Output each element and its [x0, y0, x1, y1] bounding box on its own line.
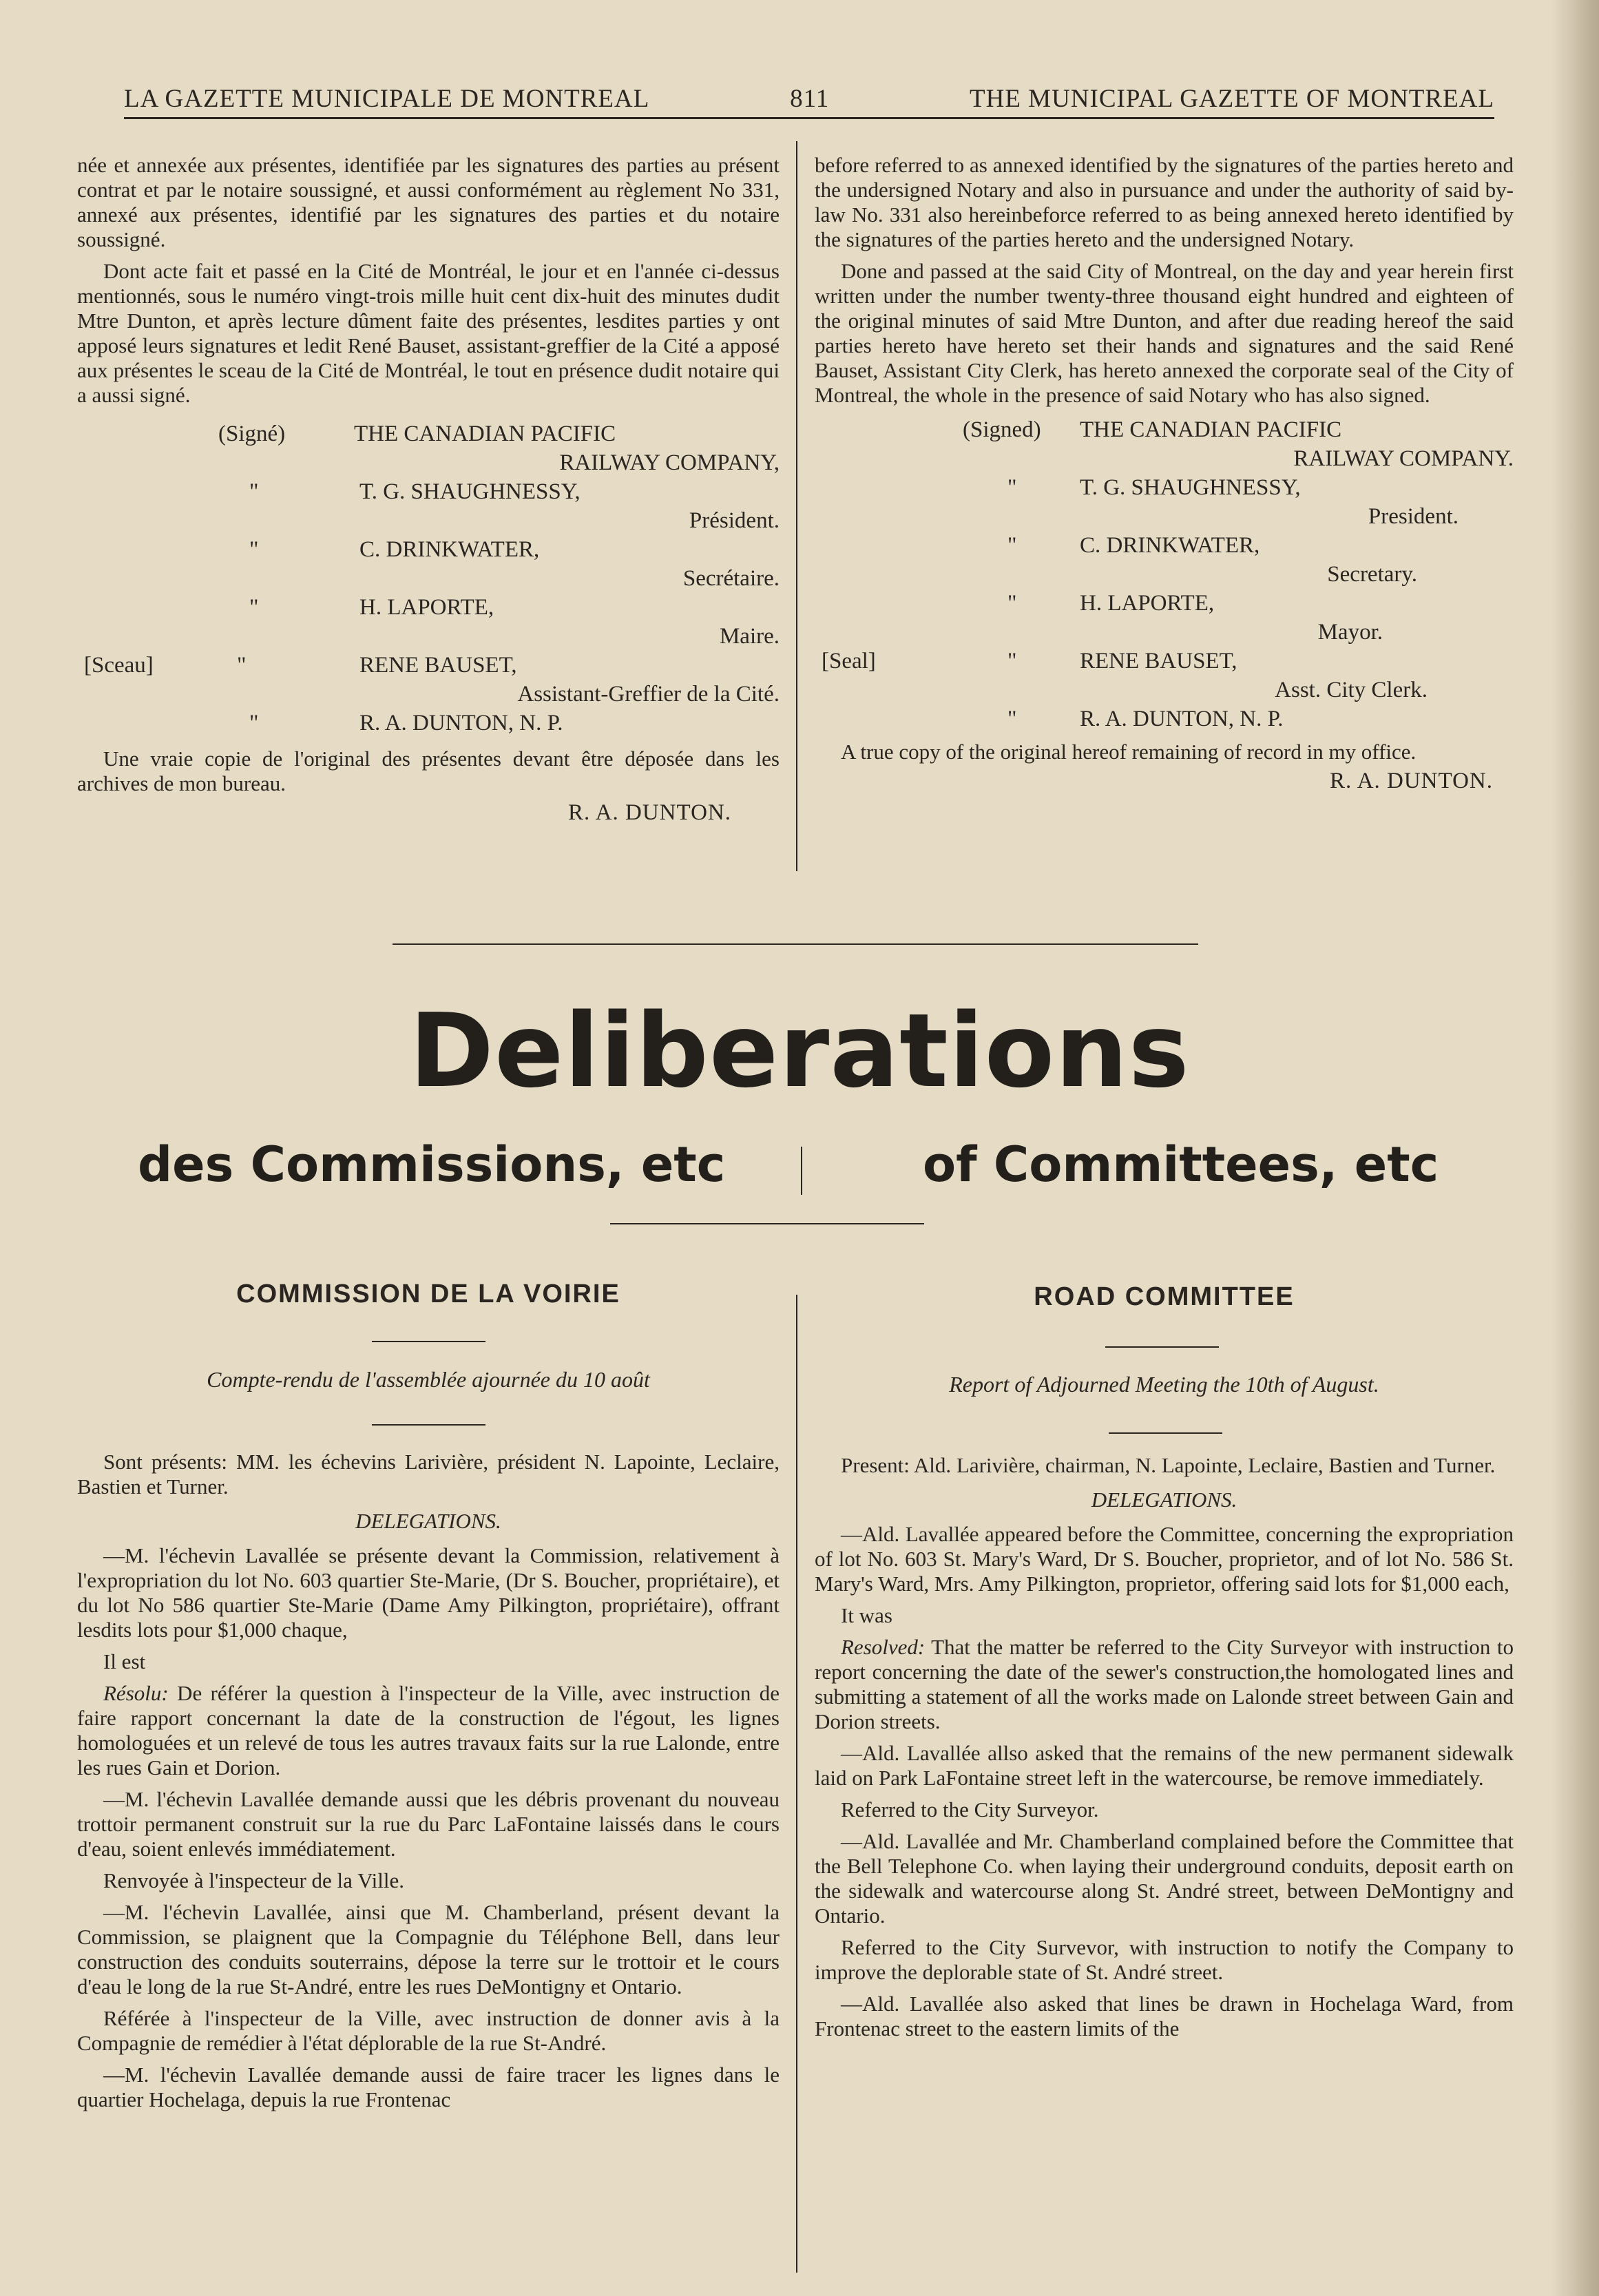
seal-mark: [Seal]	[822, 649, 876, 674]
resolution-text: De référer la question à l'inspecteur de la Ville, avec instruction de faire rapport concernant la date de la construction de l'égout, les lignes homologuées et un relevé de tous les autres travaux faits sur la rue Lalonde, entre les rues Gain et Dorion.	[77, 1681, 780, 1780]
section-rule-top	[393, 943, 1198, 945]
attendance: Present: Ald. Larivière, chairman, N. Lapointe, Leclaire, Bastien and Turner.	[841, 1453, 1496, 1477]
resolution-text: That the matter be referred to the City Surveyor with instruction to report concerning the date of the sewer's construction,the homologated lines and submitting a statement of all the works made on Lalonde street between Gain and Dorion streets.	[815, 1635, 1514, 1733]
page-edge-shadow	[1551, 0, 1599, 2296]
delegation-item: —Ald. Lavallée allso asked that the remains of the new permanent sidewalk laid on Park LaFontaine street left in the watercourse, be remove immediately.	[815, 1741, 1514, 1790]
seal-mark: [Sceau]	[84, 653, 154, 678]
top-left-column	[77, 153, 780, 825]
delegation-item: —Ald. Lavallée and Mr. Chamberland complained before the Committee that the Bell Telephone Co. when laying their underground conduits, deposit earth on the sidewalk and watercourse along St. André street, between DeMontigny and Ontario.	[815, 1829, 1514, 1928]
signature-line	[77, 421, 780, 450]
company-name: RAILWAY COMPANY.	[1293, 446, 1514, 471]
signatory-name: RENE BAUSET,	[1080, 649, 1237, 674]
committee-heading: ROAD COMMITTEE	[1034, 1282, 1295, 1311]
section-subtitle-en: of Committees, etc	[923, 1136, 1439, 1193]
commission-heading: COMMISSION DE LA VOIRIE	[236, 1280, 620, 1308]
signatory-title: Secretary.	[1327, 562, 1417, 587]
short-rule	[1109, 1432, 1222, 1434]
resolution-label: Resolved:	[841, 1635, 926, 1659]
ditto-mark: "	[1007, 475, 1017, 500]
paragraph: Dont acte fait et passé en la Cité de Montréal, le jour et en l'année ci-dessus mentionnés, sous le numéro vingt-trois mille huit cent dix-huit des minutes dudit Mtre Dunton, et après lecture dûment faite des présentes, lesdites parties y ont apposé leurs signatures et ledit René Bauset, assistant-greffier de la Cité a apposé aux présentes le sceau de la Cité de Montréal, le tout en présence dudit notaire qui a aussi signé.	[77, 259, 780, 407]
sig-prefix: (Signed)	[963, 417, 1041, 442]
committee-body	[815, 1453, 1514, 2041]
sig-prefix: (Signé)	[218, 421, 286, 446]
company-name: THE CANADIAN PACIFIC	[1080, 417, 1342, 442]
header-left-title: LA GAZETTE MUNICIPALE DE MONTREAL	[124, 84, 650, 113]
ditto-mark: "	[237, 653, 247, 678]
signatory-title: Maire.	[719, 624, 780, 649]
paragraph: Done and passed at the said City of Montreal, on the day and year herein first written under the number twenty-three thousand eight hundred and eighteen of the original minutes of said Mtre Dunton, and after due reading hereof the said parties hereto have hereto set their hands and signatures and the said René Bauset, Assistant City Clerk, has hereto annexed the corporate seal of the City of Montreal, the whole in the presence of said Notary who has also signed.	[815, 259, 1514, 407]
referral: Referred to the City Survevor, with instruction to notify the Company to improve the deplorable state of St. André street.	[815, 1935, 1514, 1984]
ditto-mark: "	[249, 479, 259, 504]
resolution	[815, 1635, 1514, 1734]
column-divider-bottom	[796, 1295, 797, 2273]
signatory-name: T. G. SHAUGHNESSY,	[359, 479, 581, 504]
signature-line	[77, 624, 780, 653]
section-title: Deliberations	[409, 992, 1190, 1110]
signature-line	[815, 417, 1514, 446]
signatory-title: Président.	[689, 508, 780, 533]
short-rule	[372, 1341, 485, 1342]
signature-line	[815, 620, 1514, 649]
signatory-title: Mayor.	[1317, 620, 1383, 645]
delegation-item: —M. l'échevin Lavallée, ainsi que M. Chamberland, présent devant la Commission, se plaignent que la Compagnie du Téléphone Bell, dans leur construction des conduits souterrains, dépose la terre sur le trottoir et le cours d'eau le long de la rue St-André, entre les rues DeMontigny et Ontario.	[77, 1900, 780, 1998]
signatory-name: T. G. SHAUGHNESSY,	[1080, 475, 1301, 500]
header-right-title: THE MUNICIPAL GAZETTE OF MONTREAL	[970, 84, 1494, 113]
copy-note: Une vraie copie de l'original des présentes devant être déposée dans les archives de mon bureau.	[77, 747, 780, 795]
paragraph: née et annexée aux présentes, identifiée par les signatures des parties au présent contrat et par le notaire soussigné, et aussi conformément au règlement No 331, annexé aux présentes, identifié par les signatures des parties et du notaire soussigné.	[77, 153, 780, 251]
signature-line	[77, 653, 780, 682]
referral: Renvoyée à l'inspecteur de la Ville.	[103, 1868, 404, 1892]
short-rule	[372, 1424, 485, 1426]
ditto-mark: "	[1007, 591, 1017, 616]
section-subtitle-fr: des Commissions, etc	[138, 1136, 726, 1193]
signatory-title: President.	[1368, 504, 1459, 529]
commission-body	[77, 1450, 780, 2112]
signatory-name: H. LAPORTE,	[359, 595, 494, 620]
header-rule	[124, 117, 1494, 119]
page-number: 811	[790, 84, 830, 113]
report-subtitle: Report of Adjourned Meeting the 10th of August.	[949, 1372, 1379, 1397]
report-subtitle: Compte-rendu de l'assemblée ajournée du 10 août	[207, 1367, 650, 1392]
signature-line	[77, 537, 780, 566]
signatory-name: R. A. DUNTON, N. P.	[1080, 707, 1284, 731]
signature-line	[77, 682, 780, 711]
signature-line	[815, 591, 1514, 620]
subtitle-divider	[801, 1147, 802, 1195]
signatory-title: Secrétaire.	[682, 566, 780, 591]
delegation-item: —M. l'échevin Lavallée se présente devant la Commission, relativement à l'expropriation du lot No. 603 quartier Ste-Marie, (Dr S. Boucher, propriétaire), et du lot No 586 quartier Ste-Marie (Dame Amy Pilkington, propriétaire), offrant lesdits lots pour $1,000 chaque,	[77, 1543, 780, 1642]
signatory-title: Assistant-Greffier de la Cité.	[517, 682, 780, 707]
ditto-mark: "	[249, 595, 259, 620]
copy-note: A true copy of the original hereof remaining of record in my office.	[841, 740, 1417, 764]
top-right-column	[815, 153, 1514, 793]
attendance: Sont présents: MM. les échevins Larivière, président N. Lapointe, Leclaire, Bastien et Turner.	[77, 1450, 780, 1499]
company-name: RAILWAY COMPANY,	[559, 450, 780, 475]
signatory-name: H. LAPORTE,	[1080, 591, 1215, 616]
delegation-item: —Ald. Lavallée also asked that lines be drawn in Hochelaga Ward, from Frontenac street to the eastern limits of the	[815, 1992, 1514, 2041]
closing-signature: R. A. DUNTON.	[1330, 769, 1493, 793]
delegations-heading: DELEGATIONS.	[1091, 1488, 1237, 1512]
running-header	[124, 81, 1494, 116]
delegation-item: —Ald. Lavallée appeared before the Committee, concerning the expropriation of lot No. 603 St. Mary's Ward, Dr S. Boucher, proprietor, and of lot No. 586 St. Mary's Ward, Mrs. Amy Pilkington, proprietor, offering said lots for $1,000 each,	[815, 1522, 1514, 1596]
signature-line	[815, 504, 1514, 533]
signature-line	[77, 450, 780, 479]
signature-line	[77, 566, 780, 595]
ditto-mark: "	[249, 537, 259, 562]
signature-line	[815, 562, 1514, 591]
signatory-name: RENE BAUSET,	[359, 653, 517, 678]
ditto-mark: "	[1007, 707, 1017, 731]
signature-line	[815, 678, 1514, 707]
ditto-mark: "	[1007, 649, 1017, 674]
resolution-intro: Il est	[103, 1649, 146, 1673]
signature-line	[77, 711, 780, 740]
ditto-mark: "	[1007, 533, 1017, 558]
short-rule	[1105, 1346, 1219, 1348]
signatory-name: R. A. DUNTON, N. P.	[359, 711, 563, 735]
signature-line	[815, 475, 1514, 504]
signature-line	[815, 446, 1514, 475]
signature-line	[77, 595, 780, 624]
signatory-name: C. DRINKWATER,	[359, 537, 540, 562]
delegation-item: —M. l'échevin Lavallée demande aussi que les débris provenant du nouveau trottoir permanent construit sur la rue du Parc LaFontaine laissés dans le cours d'eau, soient enlevés immédiatement.	[77, 1787, 780, 1861]
resolution-intro: It was	[841, 1603, 892, 1627]
signature-line	[815, 533, 1514, 562]
section-rule-bottom	[610, 1223, 924, 1224]
signature-line	[815, 707, 1514, 735]
paragraph: before referred to as annexed identified by the signatures of the parties hereto and the undersigned Notary and also in pursuance and under the authority of said by-law No. 331 also hereinbeforce referred to as being annexed hereto identified by the signatures of the parties hereto and the undersigned Notary.	[815, 153, 1514, 251]
referral: Referred to the City Surveyor.	[841, 1797, 1099, 1822]
signature-line	[77, 479, 780, 508]
resolution-label: Résolu:	[103, 1681, 169, 1705]
signature-line	[815, 649, 1514, 678]
delegation-item: —M. l'échevin Lavallée demande aussi de faire tracer les lignes dans le quartier Hochelaga, depuis la rue Frontenac	[77, 2063, 780, 2111]
signatory-name: C. DRINKWATER,	[1080, 533, 1260, 558]
column-divider-top	[796, 141, 797, 871]
delegations-heading: DELEGATIONS.	[355, 1509, 501, 1533]
closing-signature: R. A. DUNTON.	[568, 800, 731, 825]
company-name: THE CANADIAN PACIFIC	[354, 421, 616, 446]
signature-line	[77, 508, 780, 537]
signatory-title: Asst. City Clerk.	[1275, 678, 1428, 702]
referral: Référée à l'inspecteur de la Ville, avec instruction de donner avis à la Compagnie de remédier à l'état déplorable de la rue St-André.	[77, 2006, 780, 2055]
ditto-mark: "	[249, 711, 259, 735]
resolution	[77, 1681, 780, 1780]
